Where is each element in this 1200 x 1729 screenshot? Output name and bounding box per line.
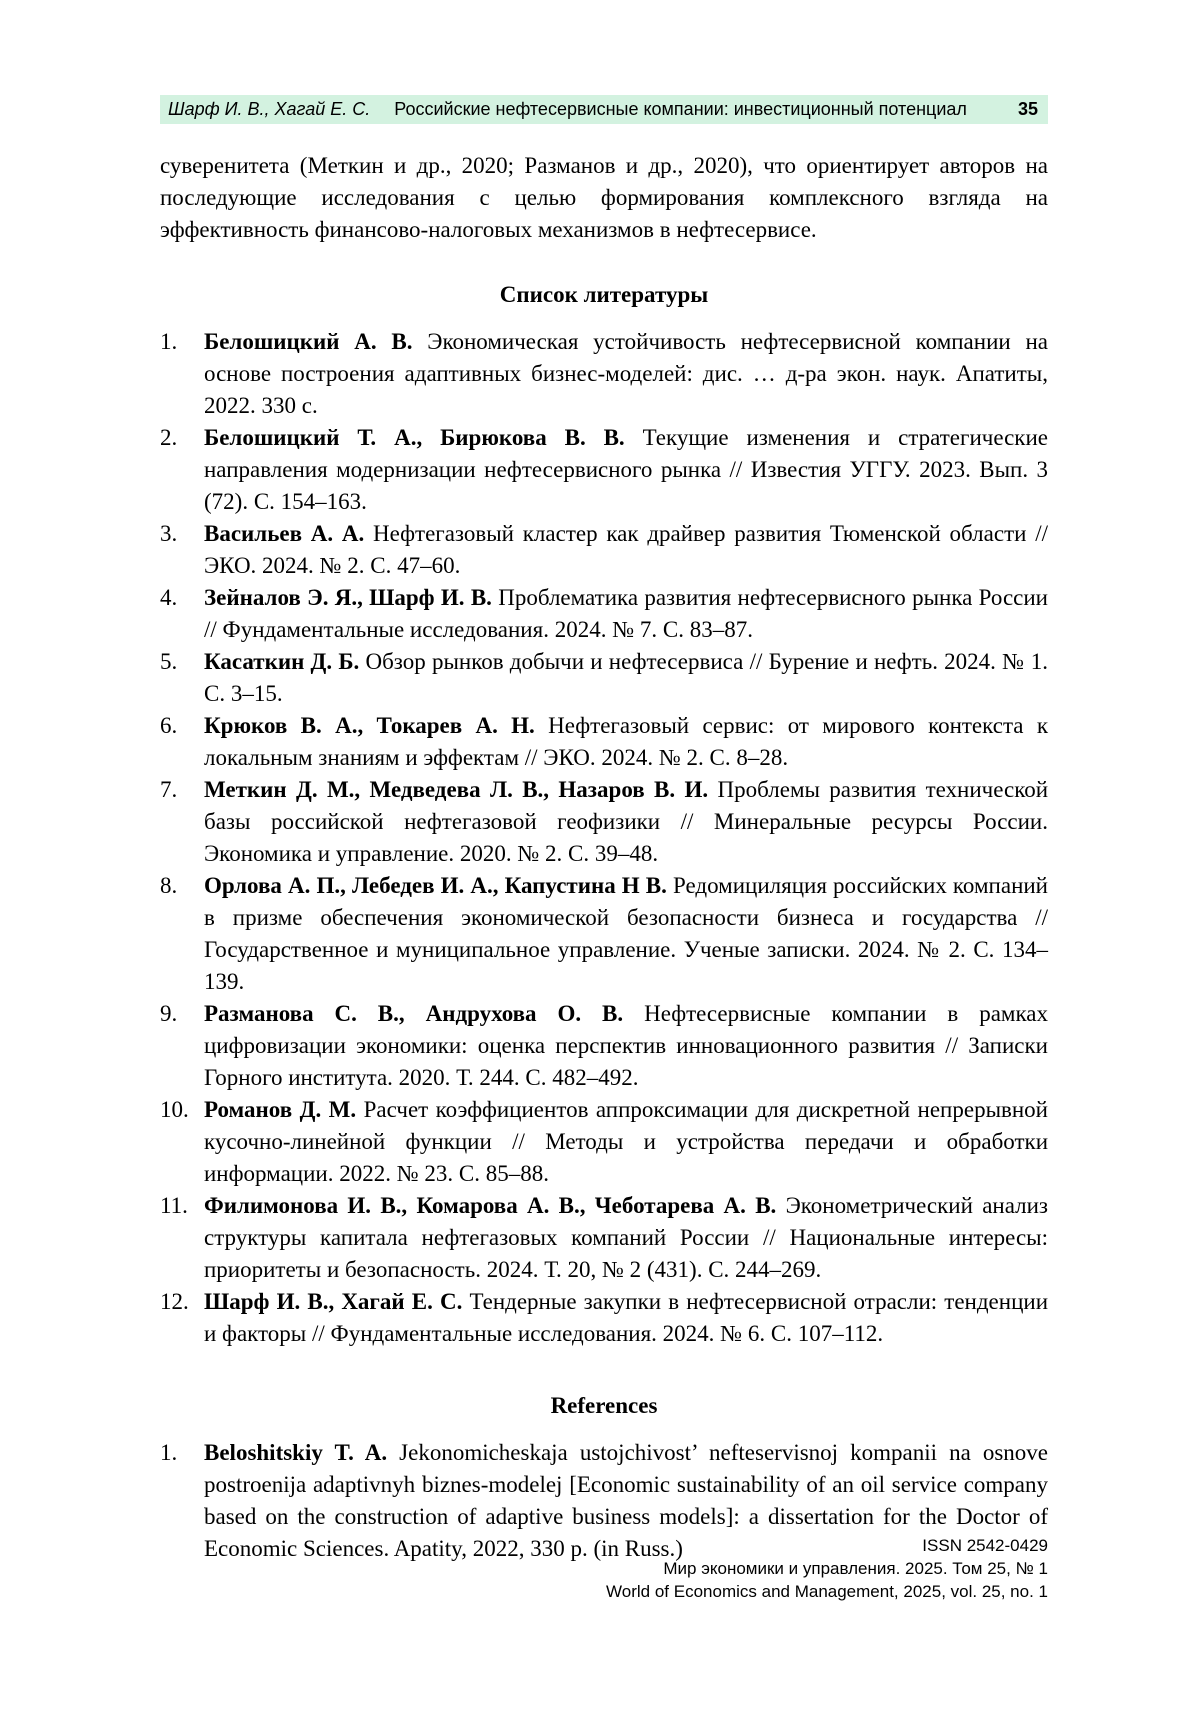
reference-title: Экономическая устойчивость нефтесервисной компании на основе построения адаптивных бизнес-моделей: дис. … д-ра экон. наук. Апатиты, 2022. 330 с. bbox=[204, 329, 1048, 418]
reference-title: Проблемы развития технической базы российской нефтегазовой геофизики // Минеральные ресурсы России. Экономика и управление. 2020. № 2. С. 39–48. bbox=[204, 777, 1049, 866]
reference-number: 9. bbox=[160, 1001, 178, 1026]
reference-authors: Разманова С. В., Андрухова О. В. bbox=[204, 1001, 624, 1026]
reference-title: Обзор рынков добычи и нефтесервиса // Бурение и нефть. 2024. № 1. С. 3–15. bbox=[204, 649, 1048, 706]
reference-number: 6. bbox=[160, 713, 178, 738]
reference-title: Редомициляция российских компаний в призме обеспечения экономической безопасности бизнеса и государства // Государственное и муниципальное управление. Ученые записки. 2024. № 2. С. 134–139. bbox=[204, 873, 1048, 994]
reference-title: Jekonomicheskaja ustojchivost’ nefteservisnoj kompanii na osnove postroenija adaptivnyh biznes-modelej [Economic sustainability of an oil service company based on the construction of adaptive business models]: a dissertation for the Doctor of Economic Sciences. Apatity, 2022, 330 p. (in Russ.) bbox=[204, 1440, 1049, 1561]
page-header bbox=[160, 95, 1048, 124]
reference-authors: Крюков В. А., Токарев А. Н. bbox=[204, 713, 535, 738]
reference-number: 1. bbox=[160, 329, 178, 354]
reference-text bbox=[204, 998, 1048, 1094]
reference-item bbox=[160, 326, 1048, 422]
bibliography-list bbox=[160, 326, 1048, 1350]
page-footer bbox=[606, 1534, 1048, 1603]
reference-number: 12. bbox=[160, 1289, 189, 1314]
reference-authors: Белошицкий А. В. bbox=[204, 329, 413, 354]
reference-text bbox=[204, 710, 1048, 774]
page-number: 35 bbox=[1017, 99, 1038, 119]
reference-authors: Васильев А. А. bbox=[204, 521, 365, 546]
running-head-authors: Шарф И. В., Хагай Е. С. bbox=[168, 99, 371, 119]
reference-number: 5. bbox=[160, 649, 178, 674]
intro-paragraph: суверенитета (Меткин и др., 2020; Разманов и др., 2020), что ориентирует авторов на последующие исследования с целью формирования комплексного взгляда на эффективность финансово-налоговых механизмов в нефтесервисе. bbox=[160, 153, 1048, 242]
reference-text bbox=[204, 582, 1048, 646]
reference-text bbox=[204, 646, 1048, 710]
reference-text bbox=[204, 870, 1048, 998]
reference-item bbox=[160, 998, 1048, 1094]
running-head-title: Российские нефтесервисные компании: инвестиционный потенциал bbox=[394, 99, 967, 119]
reference-title: Текущие изменения и стратегические направления модернизации нефтесервисного рынка // Известия УГГУ. 2023. Вып. 3 (72). С. 154–163. bbox=[204, 425, 1049, 514]
reference-item bbox=[160, 870, 1048, 998]
reference-authors: Шарф И. В., Хагай Е. С. bbox=[204, 1289, 463, 1314]
reference-authors: Белошицкий Т. А., Бирюкова В. В. bbox=[204, 425, 625, 450]
reference-text bbox=[204, 518, 1048, 582]
reference-item bbox=[160, 518, 1048, 582]
reference-number: 7. bbox=[160, 777, 178, 802]
reference-authors: Романов Д. М. bbox=[204, 1097, 357, 1122]
reference-number: 11. bbox=[160, 1193, 188, 1218]
references-heading: References bbox=[550, 1393, 658, 1418]
reference-title: Нефтегазовый сервис: от мирового контекста к локальным знаниям и эффектам // ЭКО. 2024. № 2. С. 8–28. bbox=[204, 713, 1048, 770]
footer-journal-ru: Мир экономики и управления. 2025. Том 25, № 1 bbox=[663, 1559, 1048, 1578]
reference-item bbox=[160, 774, 1048, 870]
reference-title: Нефтесервисные компании в рамках цифровизации экономики: оценка перспектив инновационного развития // Записки Горного института. 2020. Т. 244. С. 482–492. bbox=[204, 1001, 1049, 1090]
reference-number: 4. bbox=[160, 585, 178, 610]
reference-authors: Касаткин Д. Б. bbox=[204, 649, 360, 674]
reference-item bbox=[160, 1094, 1048, 1190]
footer-journal-en: World of Economics and Management, 2025, vol. 25, no. 1 bbox=[606, 1582, 1048, 1601]
reference-item bbox=[160, 1286, 1048, 1350]
reference-title: Эконометрический анализ структуры капитала нефтегазовых компаний России // Национальные интересы: приоритеты и безопасность. 2024. Т. 20, № 2 (431). С. 244–269. bbox=[204, 1193, 1048, 1282]
reference-text bbox=[204, 326, 1048, 422]
reference-item bbox=[160, 582, 1048, 646]
reference-title: Проблематика развития нефтесервисного рынка России // Фундаментальные исследования. 2024. № 7. С. 83–87. bbox=[204, 585, 1048, 642]
reference-authors: Зейналов Э. Я., Шарф И. В. bbox=[204, 585, 492, 610]
reference-number: 2. bbox=[160, 425, 178, 450]
reference-text bbox=[204, 1094, 1048, 1190]
reference-text bbox=[204, 422, 1048, 518]
reference-number: 3. bbox=[160, 521, 178, 546]
reference-number: 1. bbox=[160, 1440, 178, 1465]
reference-text bbox=[204, 774, 1048, 870]
reference-text bbox=[204, 1286, 1048, 1350]
footer-issn: ISSN 2542-0429 bbox=[922, 1536, 1048, 1555]
reference-item bbox=[160, 422, 1048, 518]
reference-title: Нефтегазовый кластер как драйвер развития Тюменской области // ЭКО. 2024. № 2. С. 47–60. bbox=[204, 521, 1048, 578]
reference-text bbox=[204, 1190, 1048, 1286]
reference-item bbox=[160, 646, 1048, 710]
reference-item bbox=[160, 1190, 1048, 1286]
bibliography-heading: Список литературы bbox=[499, 282, 709, 307]
reference-title: Тендерные закупки в нефтесервисной отрасли: тенденции и факторы // Фундаментальные исследования. 2024. № 6. С. 107–112. bbox=[204, 1289, 1048, 1346]
reference-authors: Меткин Д. М., Медведева Л. В., Назаров В. И. bbox=[204, 777, 709, 802]
reference-item bbox=[160, 710, 1048, 774]
reference-authors: Beloshitskiy T. A. bbox=[204, 1440, 388, 1465]
page-content bbox=[160, 124, 1048, 1565]
reference-authors: Орлова А. П., Лебедев И. А., Капустина Н В. bbox=[204, 873, 667, 898]
reference-title: Расчет коэффициентов аппроксимации для дискретной непрерывной кусочно-линейной функции // Методы и устройства передачи и обработки информации. 2022. № 23. С. 85–88. bbox=[204, 1097, 1048, 1186]
reference-authors: Филимонова И. В., Комарова А. В., Чеботарева А. В. bbox=[204, 1193, 777, 1218]
reference-number: 8. bbox=[160, 873, 178, 898]
reference-number: 10. bbox=[160, 1097, 189, 1122]
